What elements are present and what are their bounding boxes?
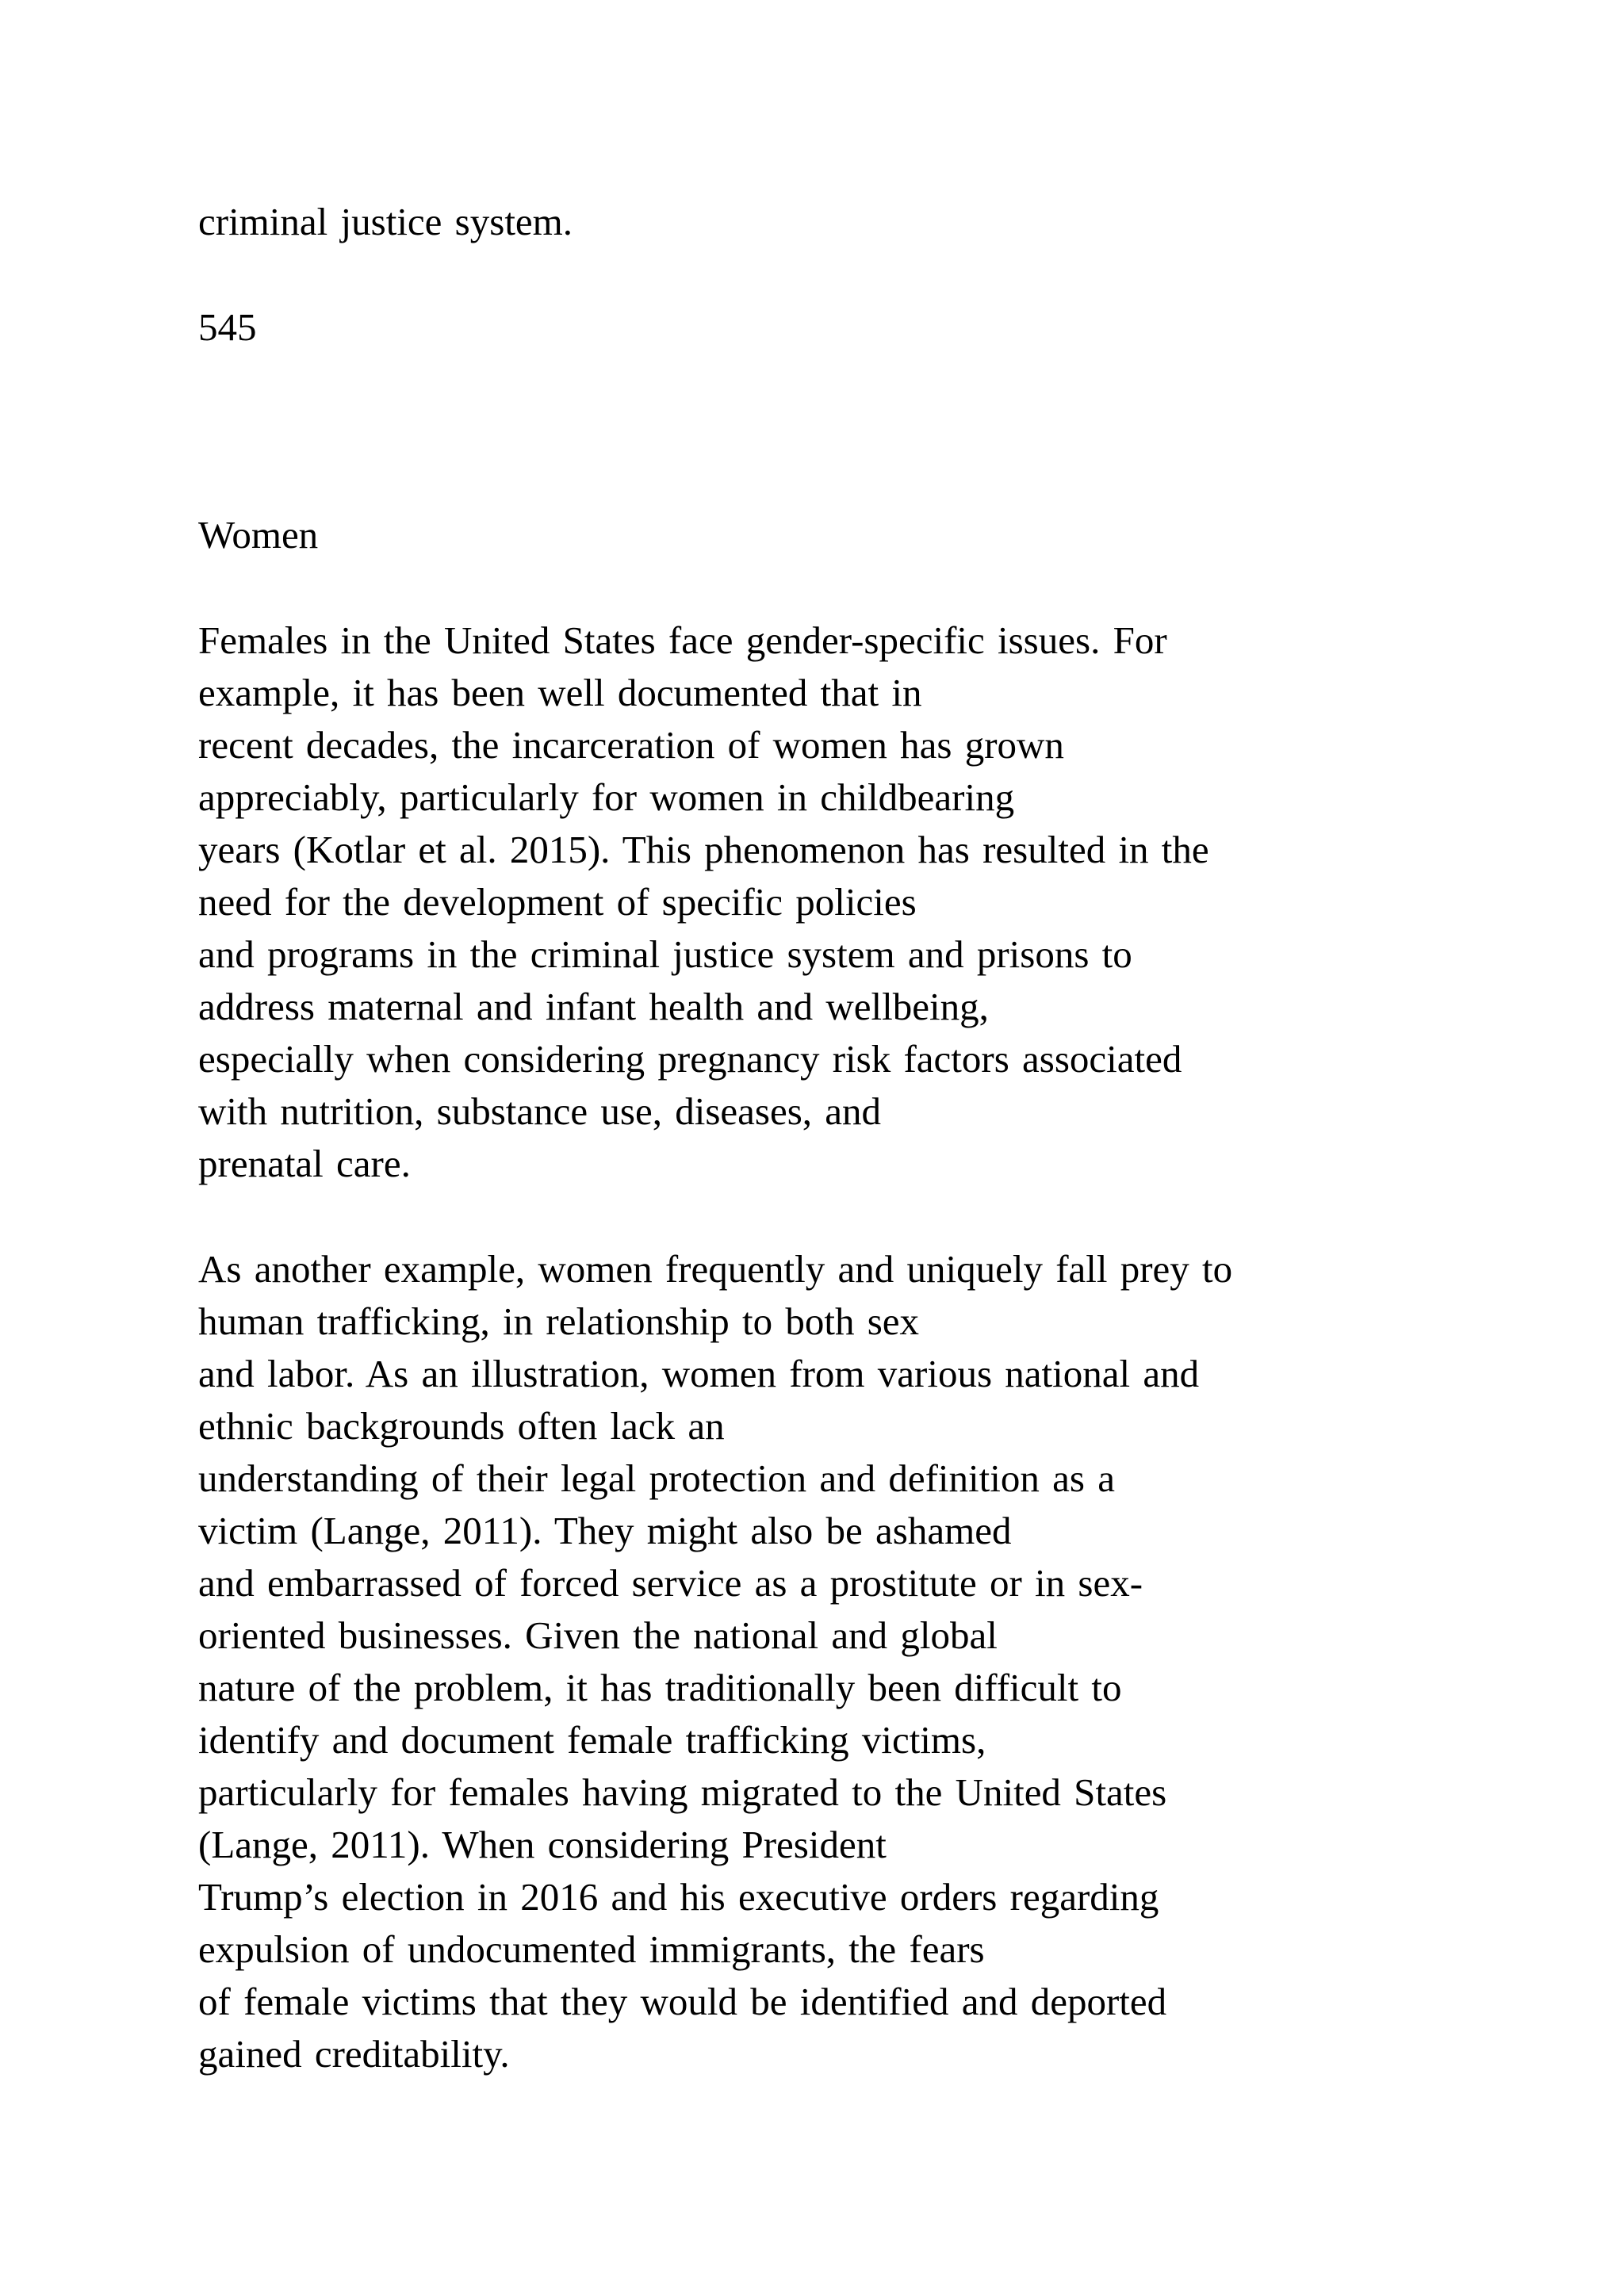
paragraph-line: appreciably, particularly for women in childbearing (198, 775, 1015, 819)
paragraph-line: with nutrition, substance use, diseases, and (198, 1089, 882, 1133)
paragraph-line: of female victims that they would be identified and deported (198, 1980, 1167, 2023)
paragraph-line: and embarrassed of forced service as a prostitute or in sex- (198, 1561, 1143, 1605)
paragraph-line: Trump’s election in 2016 and his executive orders regarding (198, 1875, 1159, 1919)
paragraph-line: example, it has been well documented that in (198, 671, 922, 714)
paragraph-line: oriented businesses. Given the national and global (198, 1613, 998, 1657)
section-heading: Women (198, 513, 319, 557)
paragraph-line: nature of the problem, it has traditionally been difficult to (198, 1666, 1122, 1709)
top-fragment: criminal justice system. (198, 200, 573, 243)
paragraph-line: victim (Lange, 2011). They might also be ashamed (198, 1509, 1012, 1552)
paragraph-line: and labor. As an illustration, women from various national and (198, 1352, 1200, 1395)
paragraph-line: years (Kotlar et al. 2015). This phenomenon has resulted in the (198, 828, 1209, 871)
paragraph-line: As another example, women frequently and uniquely fall prey to (198, 1247, 1233, 1291)
paragraph-line: address maternal and infant health and wellbeing, (198, 985, 989, 1028)
paragraph-line: identify and document female trafficking victims, (198, 1718, 986, 1762)
page-number: 545 (198, 305, 257, 349)
paragraph-line: recent decades, the incarceration of women has grown (198, 723, 1064, 767)
paragraph-line: (Lange, 2011). When considering President (198, 1823, 887, 1866)
paragraph-line: gained creditability. (198, 2032, 510, 2076)
paragraph-line: especially when considering pregnancy risk factors associated (198, 1037, 1182, 1081)
paragraph-line: ethnic backgrounds often lack an (198, 1404, 725, 1448)
paragraph-line: Females in the United States face gender-specific issues. For (198, 618, 1167, 662)
paragraph-line: and programs in the criminal justice system and prisons to (198, 932, 1132, 976)
paragraph-line: particularly for females having migrated to the United States (198, 1770, 1167, 1814)
paragraph-line: human trafficking, in relationship to both sex (198, 1299, 920, 1343)
paragraph-line: expulsion of undocumented immigrants, the fears (198, 1927, 985, 1971)
paragraph-line: prenatal care. (198, 1142, 411, 1185)
paragraph-line: understanding of their legal protection and definition as a (198, 1456, 1115, 1500)
paragraph-line: need for the development of specific policies (198, 880, 917, 924)
